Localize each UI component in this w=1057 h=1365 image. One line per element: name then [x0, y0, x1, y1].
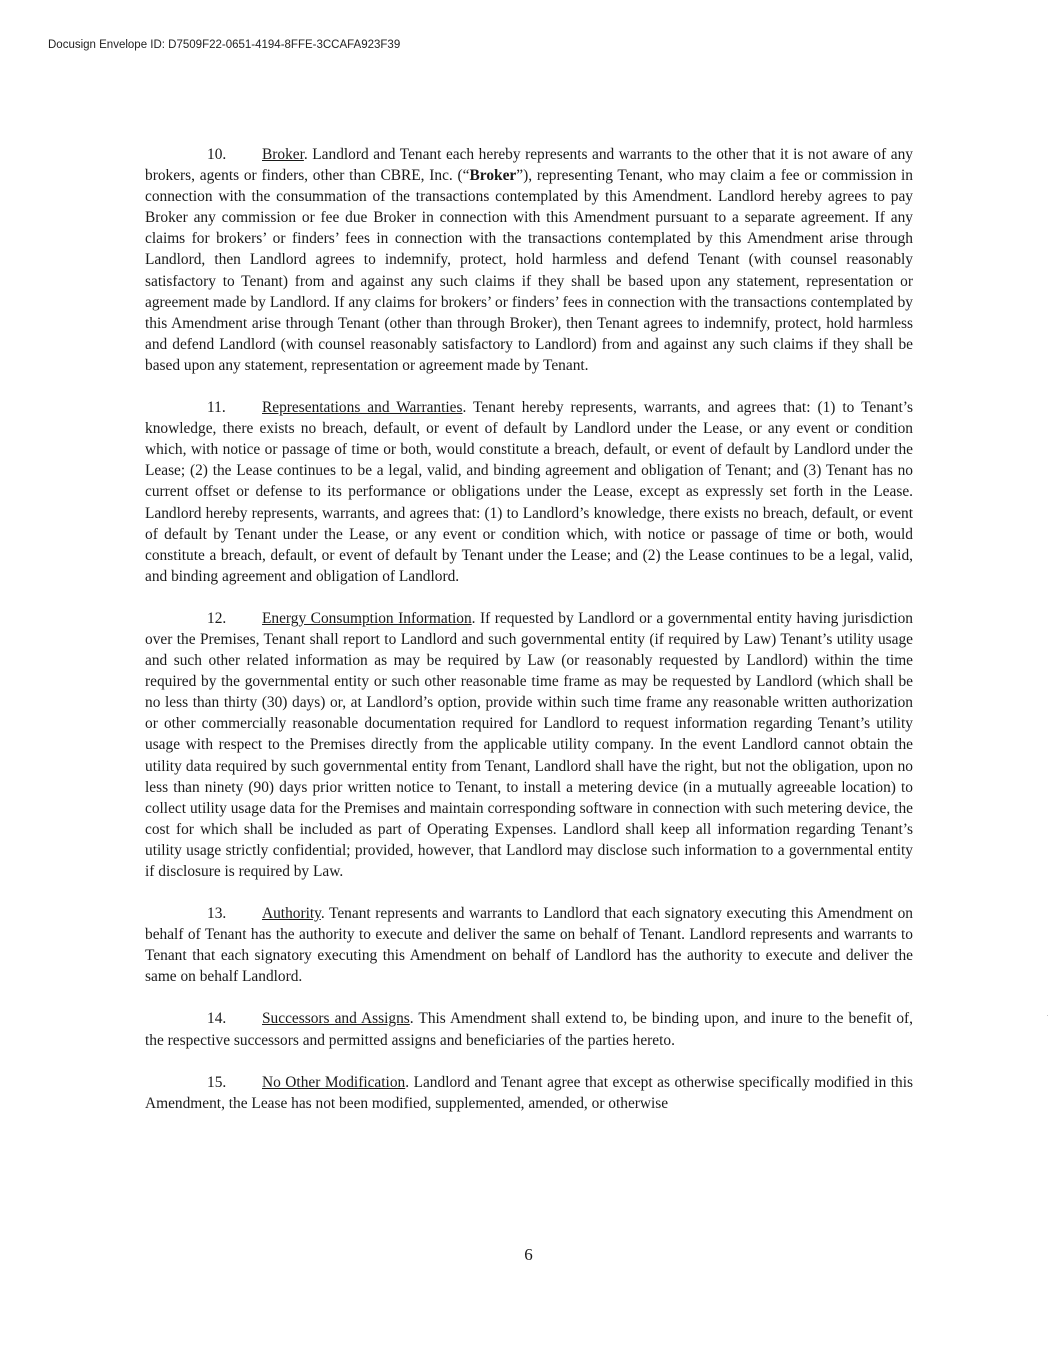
section-text: . Landlord and Tenant each hereby represents and warrants to the other that it is not aware of any brokers, agents or finders, other than CBRE, Inc. (“ [145, 146, 913, 185]
section-text: . Tenant represents and warrants to Landlord that each signatory executing this Amendment on behalf of Tenant has the authority to execute and deliver the same on behalf of Tenant. Landlord represents and warrants to Tenant that each signatory executing this Amendment on behalf of Landlord has the authority to execute and deliver the same on behalf Landlord. [145, 905, 913, 986]
section-number: 12. [207, 609, 227, 627]
section-energy [145, 608, 913, 882]
scan-mark: · [1046, 1010, 1049, 1020]
section-title: Successors and Assigns [262, 1010, 410, 1028]
page-number: 6 [524, 1245, 533, 1264]
section-text: ”), representing Tenant, who may claim a fee or commission in connection with the consummation of the transactions contemplated by this Amendment. Landlord hereby agrees to pay Broker any commission or fee due Broker in connection with this Amendment pursuant to a separate agreement. If any claims for brokers’ or finders’ fees in connection with the transactions contemplated by this Amendment arise through Landlord, then Landlord agrees to indemnify, protect, hold harmless and defend Tenant (with counsel reasonably satisfactory to Tenant) from and against any such claims if they shall be based upon any statement, representation or agreement made by Landlord. If any claims for brokers’ or finders’ fees in connection with the transactions contemplated by this Amendment arise through Tenant (other than through Broker), then Tenant agrees to indemnify, protect, hold harmless and defend Landlord (with counsel reasonably satisfactory to Landlord) from and against any such claims if they shall be based upon any statement, representation or agreement made by Tenant. [145, 167, 914, 374]
section-title: No Other Modification [262, 1073, 406, 1091]
section-title: Energy Consumption Information [262, 609, 472, 627]
section-broker [145, 144, 913, 376]
section-number: 13. [207, 905, 227, 923]
section-representations [145, 397, 913, 587]
section-text: . This Amendment shall extend to, be binding upon, and inure to the benefit of, the respective successors and permitted assigns and beneficiaries of the parties hereto. [145, 1010, 913, 1049]
section-text: . Tenant hereby represents, warrants, and agrees that: (1) to Tenant’s knowledge, there exists no breach, default, or event of default by Landlord under the Lease, or any event or condition which, with notice or passage of time or both, would constitute a breach, default, or event of default by Landlord under the Lease; (2) the Lease continues to be a legal, valid, and binding agreement and obligation of Tenant; and (3) Tenant has no current offset or defense to its performance or obligations under the Lease, except as expressly set forth in the Lease. Landlord hereby represents, warrants, and agrees that: (1) to Landlord’s knowledge, there exists no breach, default, or event of default by Tenant under the Lease, or any event or condition which, with notice or passage of time or both, would constitute a breach, default, or event of default by Tenant under the Lease; and (2) the Lease continues to be a legal, valid, and binding agreement and obligation of Landlord. [145, 399, 913, 585]
section-text: . Landlord and Tenant agree that except as otherwise specifically modified in this Amendment, the Lease has not been modified, supplemented, amended, or otherwise [145, 1073, 914, 1112]
document-body [145, 144, 913, 1135]
section-no-other-modification [145, 1072, 913, 1114]
section-number: 15. [207, 1073, 227, 1091]
section-number: 11. [207, 399, 226, 417]
defined-term: Broker [469, 167, 517, 185]
section-title: Authority [262, 905, 321, 923]
section-authority [145, 903, 913, 987]
section-title: Representations and Warranties [262, 399, 463, 417]
section-number: 10. [207, 146, 227, 163]
section-number: 14. [207, 1010, 227, 1028]
section-title: Broker [262, 146, 304, 163]
envelope-id: Docusign Envelope ID: D7509F22-0651-4194-8FFE-3CCAFA923F39 [48, 39, 401, 51]
section-text: . If requested by Landlord or a governmental entity having jurisdiction over the Premises, Tenant shall report to Landlord and such governmental entity (if required by Law) Tenant’s utility usage and such other related information as may be required by Law (or reasonably requested by Landlord) within the time required by the governmental entity or such other reasonable time frame as may be requested by Landlord (which shall be no less than thirty (30) days) or, at Landlord’s option, provide within such time frame any reasonable written authorization or other commercially reasonable documentation required for Landlord to request information regarding Tenant’s utility usage with respect to the Premises directly from the applicable utility company. In the event Landlord cannot obtain the utility data required by such governmental entity from Tenant, Landlord shall have the right, but not the obligation, upon no less than ninety (90) days prior written notice to Tenant, to install a metering device (in a mutually agreeable location) to collect utility usage data for the Premises and maintain corresponding software in connection with such metering device, the cost for which shall be included as part of Operating Expenses. Landlord shall keep all information regarding Tenant’s utility usage strictly confidential; provided, however, that Landlord may disclose such information to a governmental entity if disclosure is required by Law. [145, 609, 913, 880]
section-successors [145, 1008, 913, 1050]
